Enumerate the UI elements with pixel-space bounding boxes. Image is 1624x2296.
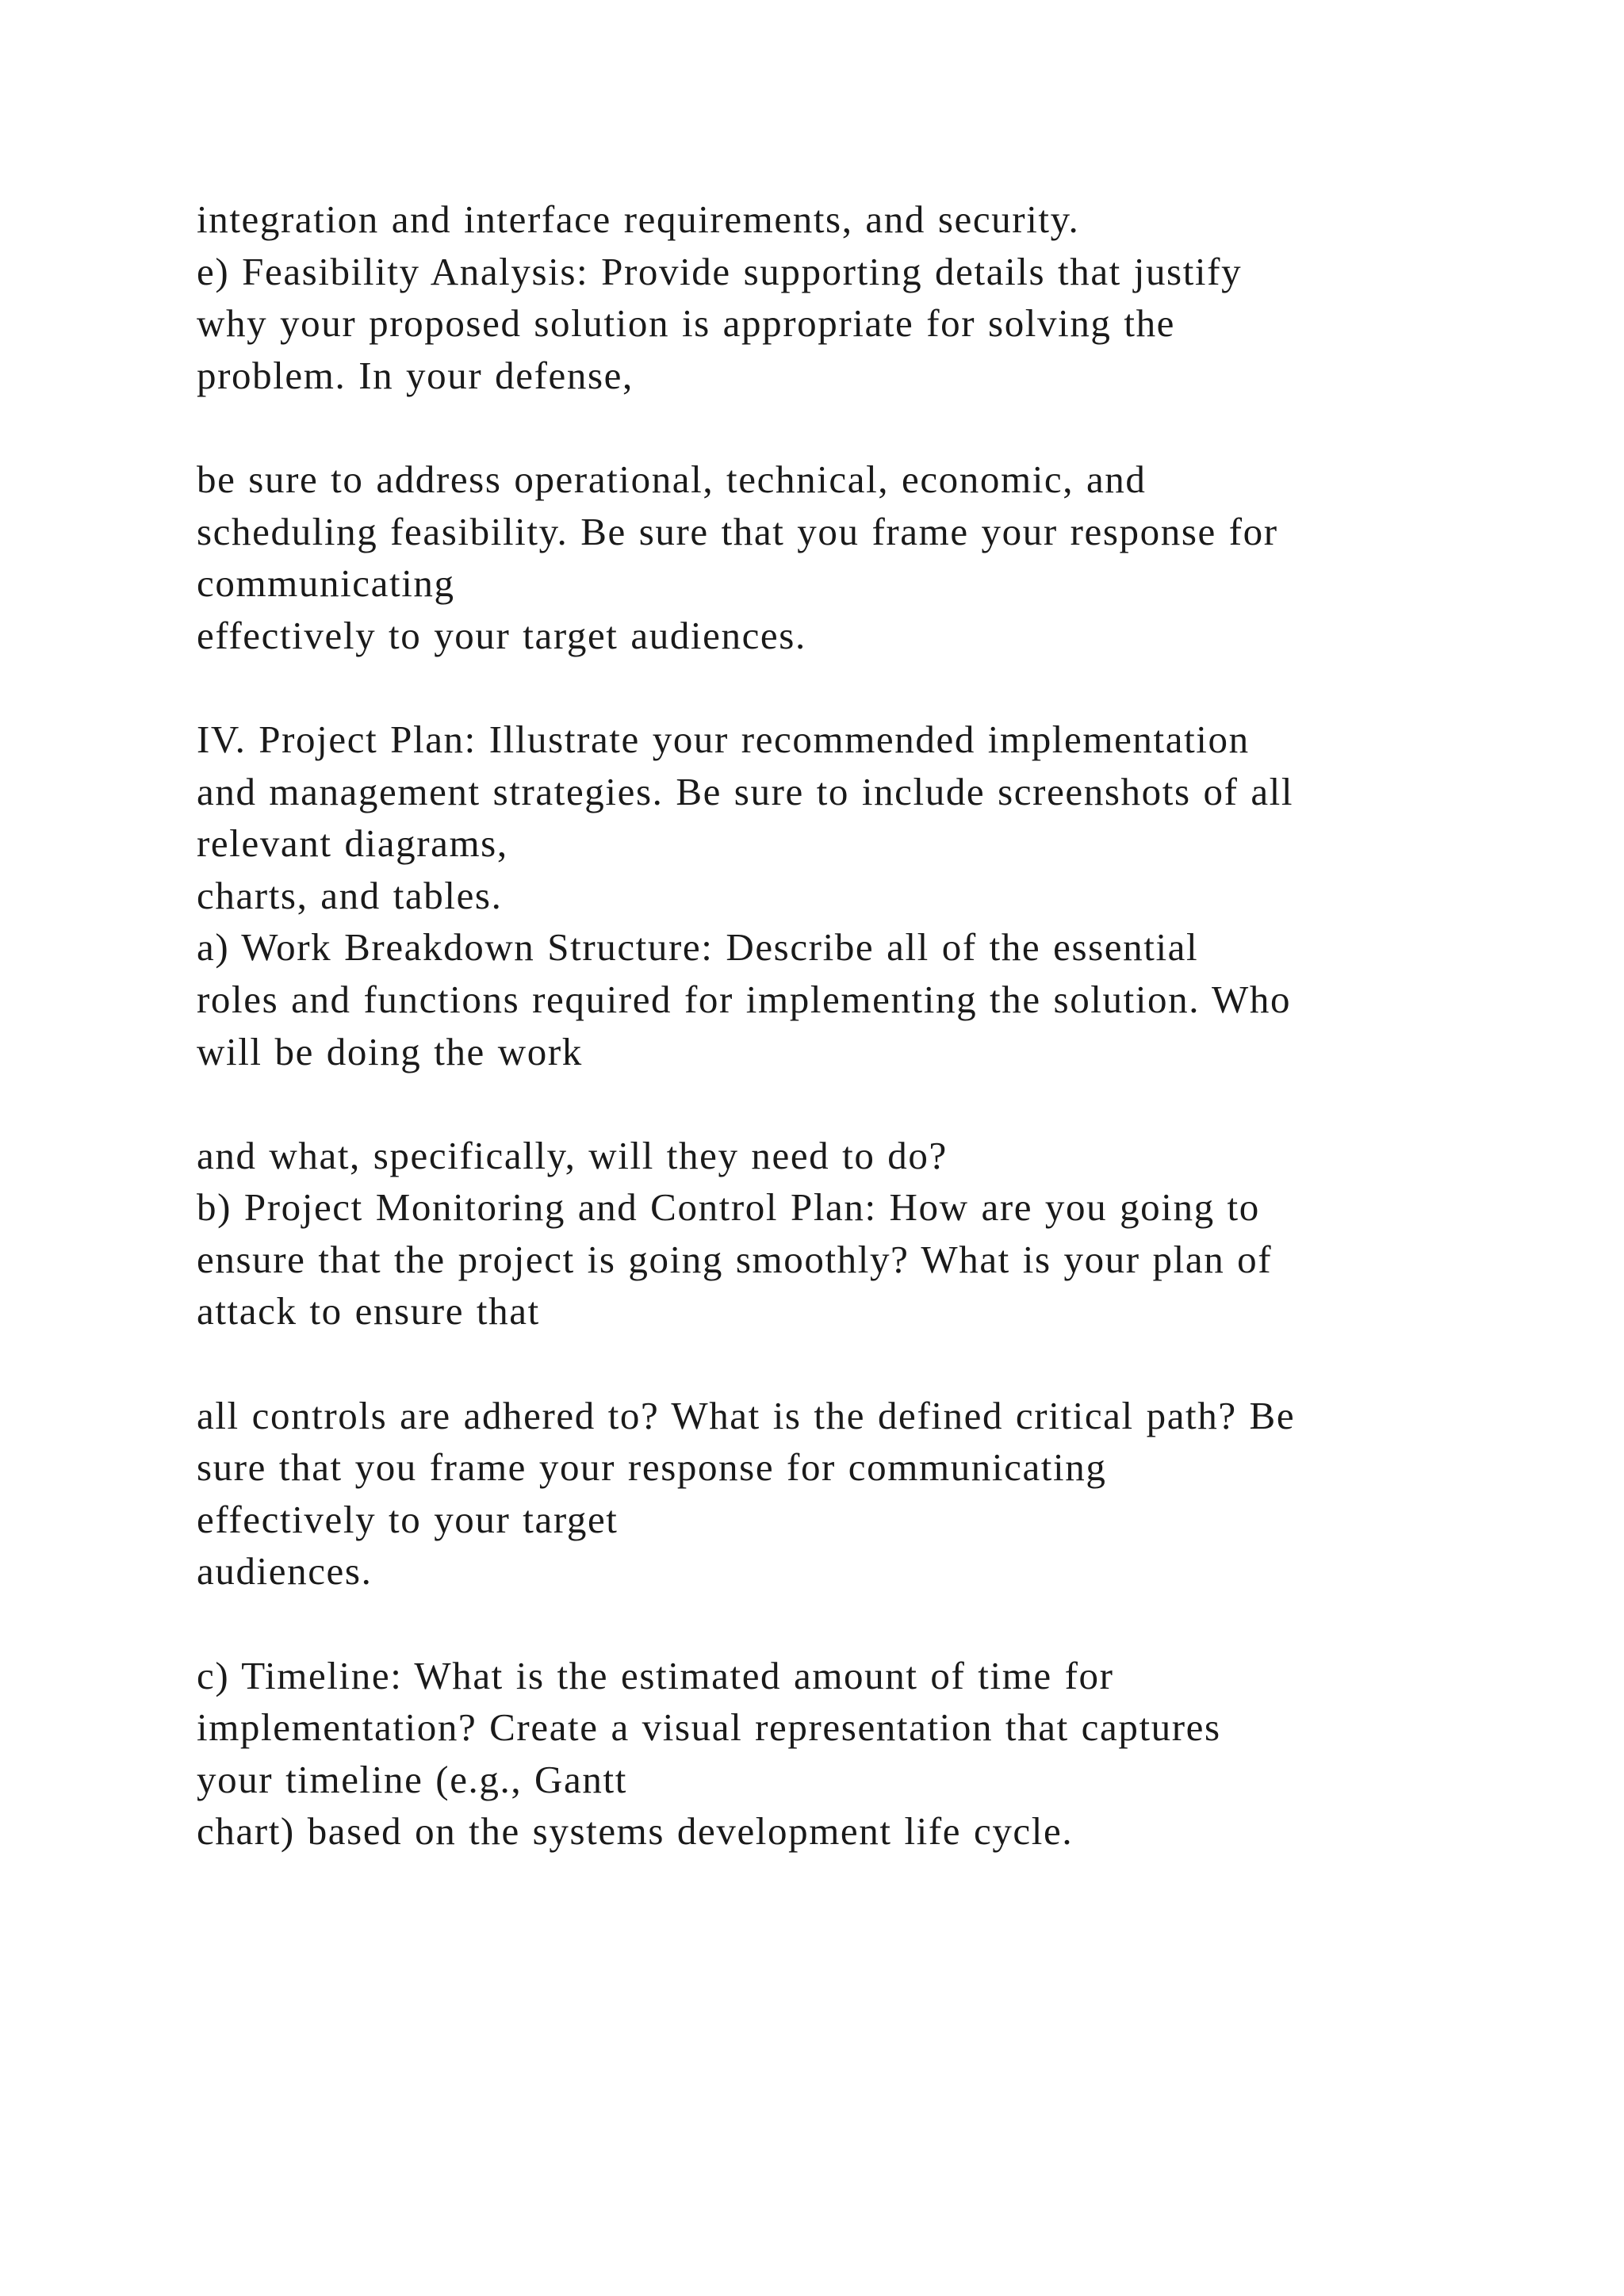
blank-line — [197, 1337, 1561, 1390]
text-line: roles and functions required for implementing the solution. Who — [197, 977, 1292, 1021]
text-line: why your proposed solution is appropriate for solving the — [197, 301, 1176, 346]
text-line: implementation? Create a visual representation that captures — [197, 1705, 1221, 1750]
text-line: integration and interface requirements, and security. — [197, 197, 1080, 241]
text-line: b) Project Monitoring and Control Plan: How are you going to — [197, 1185, 1260, 1230]
text-line: sure that you frame your response for communicating — [197, 1445, 1107, 1490]
blank-line — [197, 661, 1561, 714]
text-line: all controls are adhered to? What is the defined critical path? Be — [197, 1393, 1296, 1437]
document-body — [197, 193, 1561, 1858]
blank-line — [197, 401, 1561, 453]
text-line: and what, specifically, will they need to do? — [197, 1133, 948, 1177]
text-line: will be doing the work — [197, 1029, 583, 1073]
text-line: communicating — [197, 561, 455, 606]
text-line: charts, and tables. — [197, 873, 503, 917]
blank-line — [197, 1598, 1561, 1650]
section-heading-line: IV. Project Plan: Illustrate your recommended implementation — [197, 717, 1250, 761]
text-line: attack to ensure that — [197, 1289, 540, 1334]
text-line: a) Work Breakdown Structure: Describe all of the essential — [197, 925, 1199, 970]
text-line: be sure to address operational, technical, economic, and — [197, 457, 1147, 501]
text-line: effectively to your target — [197, 1497, 619, 1541]
text-line: c) Timeline: What is the estimated amount of time for — [197, 1653, 1114, 1697]
text-line: scheduling feasibility. Be sure that you frame your response for — [197, 509, 1278, 553]
text-line: chart) based on the systems development life cycle. — [197, 1809, 1074, 1854]
blank-line — [197, 1077, 1561, 1130]
text-line: effectively to your target audiences. — [197, 613, 806, 657]
text-line: ensure that the project is going smoothly? What is your plan of — [197, 1237, 1273, 1281]
text-line: e) Feasibility Analysis: Provide supporting details that justify — [197, 249, 1243, 293]
text-line: relevant diagrams, — [197, 821, 508, 866]
text-line: problem. In your defense, — [197, 353, 634, 397]
text-line: your timeline (e.g., Gantt — [197, 1757, 627, 1801]
text-line: audiences. — [197, 1549, 373, 1594]
text-line: and management strategies. Be sure to include screenshots of all — [197, 769, 1294, 813]
